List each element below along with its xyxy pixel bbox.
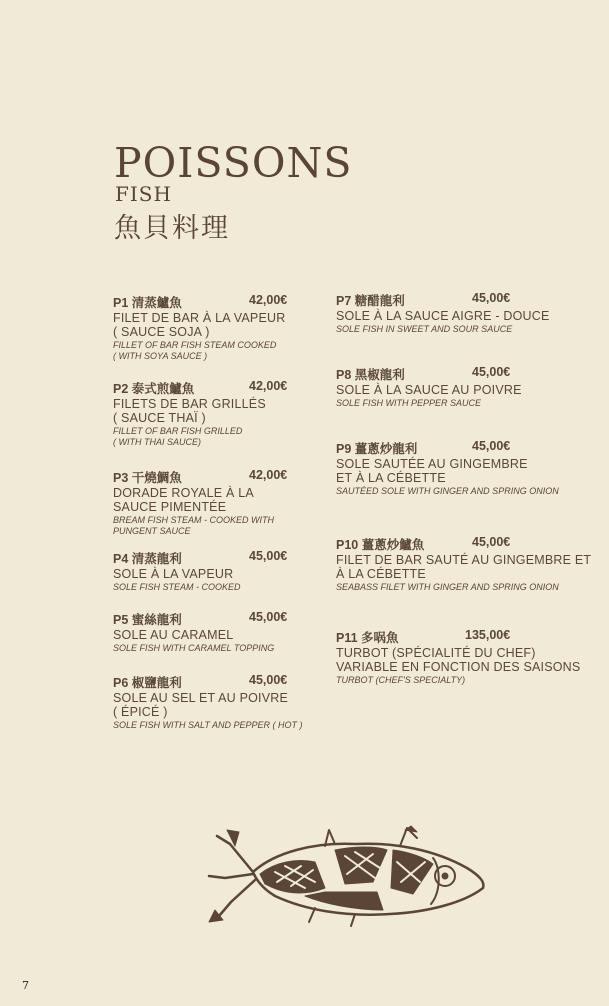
item-code: P11 多㖞魚: [336, 631, 399, 645]
menu-item-p3: [113, 468, 368, 537]
menu-item-p10: [336, 535, 591, 593]
menu-item-p2: [113, 379, 368, 448]
item-name-fr: DORADE ROYALE À LA SAUCE PIMENTÉE: [113, 486, 254, 514]
menu-item-p1: [113, 293, 368, 362]
item-name-en: SEABASS FILET WITH GINGER AND SPRING ONION: [336, 582, 559, 592]
item-price: 45,00€: [249, 610, 288, 624]
item-name-fr: SOLE À LA SAUCE AIGRE - DOUCE: [336, 309, 550, 323]
item-name-en: SOLE FISH STEAM - COOKED: [113, 582, 241, 592]
item-name-en: SAUTÉED SOLE WITH GINGER AND SPRING ONION: [336, 486, 559, 496]
item-name-fr: SOLE AU SEL ET AU POIVRE ( ÉPICÉ ): [113, 691, 289, 719]
item-name-en: SOLE FISH WITH CARAMEL TOPPING: [113, 643, 275, 653]
page-subtitle: FISH: [115, 182, 172, 206]
item-price: 45,00€: [249, 673, 288, 687]
item-code: P6 椒鹽龍利: [113, 676, 182, 690]
page-title-chinese: 魚貝料理: [114, 213, 230, 244]
item-name-fr: TURBOT (SPÉCIALITÉ DU CHEF) VARIABLE EN FONCTION DES SAISONS: [336, 646, 581, 674]
menu-item-p11: [336, 628, 591, 686]
item-price: 45,00€: [472, 365, 511, 379]
item-price: 45,00€: [472, 291, 511, 305]
item-price: 42,00€: [249, 293, 288, 307]
item-code: P3 干燒鯛魚: [113, 471, 182, 485]
item-name-fr: SOLE À LA SAUCE AU POIVRE: [336, 383, 522, 397]
item-name-fr: FILET DE BAR À LA VAPEUR ( SAUCE SOJA ): [113, 311, 286, 339]
item-name-en: FILLET OF BAR FISH GRILLED ( WITH THAI SAUCE): [113, 426, 243, 447]
item-code: P5 蜜絲龍利: [113, 613, 182, 627]
item-price: 45,00€: [249, 549, 288, 563]
item-price: 135,00€: [465, 628, 511, 642]
item-name-fr: FILETS DE BAR GRILLÉS ( SAUCE THAÏ ): [113, 397, 266, 425]
item-code: P2 泰式煎鱸魚: [113, 382, 195, 396]
item-code: P9 薑蔥炒龍利: [336, 442, 418, 456]
item-name-fr: SOLE AU CARAMEL: [113, 628, 234, 642]
item-name-en: BREAM FISH STEAM - COOKED WITH PUNGENT SAUCE: [113, 515, 275, 536]
page-number: 7: [22, 979, 29, 992]
page-title: POISSONS: [114, 139, 353, 187]
item-price: 45,00€: [472, 439, 511, 453]
item-code: P7 糖醋龍利: [336, 294, 405, 308]
item-name-fr: FILET DE BAR SAUTÉ AU GINGEMBRE ET À LA CÉBETTE: [336, 553, 592, 581]
menu-item-p8: [336, 365, 591, 409]
item-name-fr: SOLE À LA VAPEUR: [113, 567, 234, 581]
item-code: P1 清蒸鱸魚: [113, 296, 182, 310]
menu-item-p5: [113, 610, 368, 654]
fish-illustration: [205, 822, 490, 927]
item-name-en: SOLE FISH IN SWEET AND SOUR SAUCE: [336, 324, 513, 334]
item-code: P10 薑蔥炒鱸魚: [336, 538, 425, 552]
item-name-en: SOLE FISH WITH PEPPER SAUCE: [336, 398, 482, 408]
item-name-en: FILLET OF BAR FISH STEAM COOKED ( WITH SOYA SAUCE ): [113, 340, 277, 361]
item-name-en: SOLE FISH WITH SALT AND PEPPER ( HOT ): [113, 720, 303, 730]
item-price: 42,00€: [249, 379, 288, 393]
menu-item-p4: [113, 549, 368, 593]
item-name-en: TURBOT (CHEF'S SPECIALTY): [336, 675, 466, 685]
menu-item-p7: [336, 291, 591, 335]
menu-item-p9: [336, 439, 591, 497]
item-name-fr: SOLE SAUTÉE AU GINGEMBRE ET À LA CÉBETTE: [336, 457, 528, 485]
item-code: P8 黑椒龍利: [336, 368, 405, 382]
item-price: 45,00€: [472, 535, 511, 549]
item-code: P4 清蒸龍利: [113, 552, 182, 566]
item-price: 42,00€: [249, 468, 288, 482]
menu-item-p6: [113, 673, 368, 731]
